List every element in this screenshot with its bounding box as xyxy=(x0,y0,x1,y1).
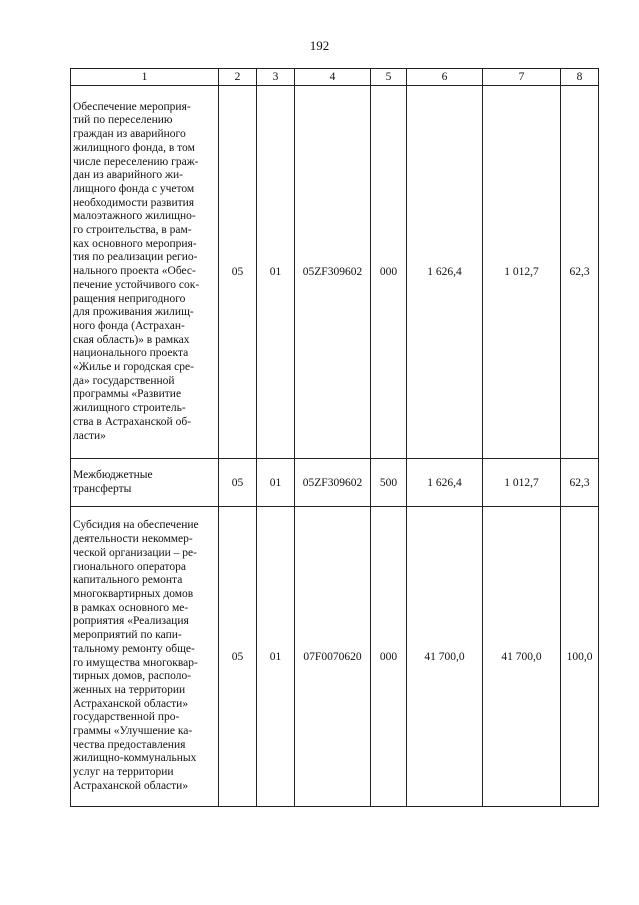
cell-target-code: 05ZF309602 xyxy=(295,86,371,459)
header-col-4: 4 xyxy=(295,69,371,86)
cell-section: 05 xyxy=(219,459,257,507)
header-col-5: 5 xyxy=(371,69,407,86)
cell-amount-7: 1 012,7 xyxy=(483,86,561,459)
header-col-6: 6 xyxy=(407,69,483,86)
cell-subsection: 01 xyxy=(257,86,295,459)
cell-expense-type: 500 xyxy=(371,459,407,507)
row-description: Субсидия на обеспечение деятельности некоммер- ческой организации – ре- гионального оператора капитального ремонта многоквартирных домов в рамках основного ме- роприятия «Реализация мероприятий по капи- тальному ремонту обще- го имущества многоквар- тирных домов, располо- женных на территории Астраханской области» государственной про- граммы «Улучшение ка- чества предоставления жилищно-коммунальных услуг на территории Астраханской области» xyxy=(71,507,219,807)
row-description: Межбюджетные трансферты xyxy=(71,459,219,507)
page-number: 192 xyxy=(309,38,330,53)
header-col-7: 7 xyxy=(483,69,561,86)
cell-target-code: 05ZF309602 xyxy=(295,459,371,507)
table-row xyxy=(71,507,599,807)
cell-expense-type: 000 xyxy=(371,507,407,807)
table-row xyxy=(71,86,599,459)
cell-amount-7: 41 700,0 xyxy=(483,507,561,807)
table-header-row xyxy=(71,69,599,86)
budget-table xyxy=(70,68,599,807)
cell-subsection: 01 xyxy=(257,459,295,507)
cell-amount-7: 1 012,7 xyxy=(483,459,561,507)
cell-subsection: 01 xyxy=(257,507,295,807)
row-description: Обеспечение мероприя- тий по переселению граждан из аварийного жилищного фонда, в том числе переселению граж- дан из аварийного жи- лищного фонда с учетом необходимости развития малоэтажного жилищно- го строительства, в рам- ках основного мероприя- тия по реализации регио- нального проекта «Обес- печение устойчивого сок- ращения непригодного для проживания жилищ- ного фонда (Астрахан- ская область)» в рамках национального проекта «Жилье и городская сре- да» государственной программы «Развитие жилищного строитель- ства в Астраханской об- ласти» xyxy=(71,86,219,459)
header-col-8: 8 xyxy=(561,69,599,86)
cell-amount-6: 1 626,4 xyxy=(407,459,483,507)
header-col-3: 3 xyxy=(257,69,295,86)
cell-percent: 62,3 xyxy=(561,86,599,459)
cell-section: 05 xyxy=(219,86,257,459)
table-row xyxy=(71,459,599,507)
cell-percent: 100,0 xyxy=(561,507,599,807)
cell-target-code: 07F0070620 xyxy=(295,507,371,807)
cell-section: 05 xyxy=(219,507,257,807)
cell-amount-6: 41 700,0 xyxy=(407,507,483,807)
header-col-1: 1 xyxy=(71,69,219,86)
cell-amount-6: 1 626,4 xyxy=(407,86,483,459)
header-col-2: 2 xyxy=(219,69,257,86)
cell-expense-type: 000 xyxy=(371,86,407,459)
cell-percent: 62,3 xyxy=(561,459,599,507)
